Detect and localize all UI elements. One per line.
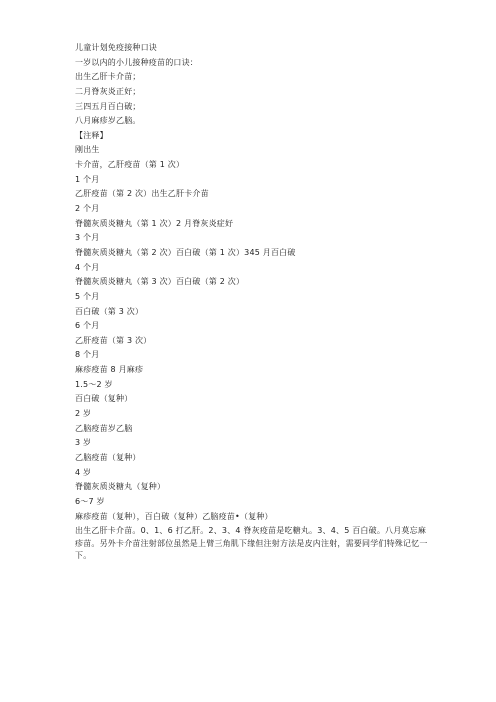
- text-line: 一岁以内的小儿接种疫苗的口诀：: [75, 57, 198, 67]
- text-line: 乙脑疫苗（复种）: [75, 452, 141, 462]
- text-line: 脊髓灰质炎糖丸（第 3 次）百白破（第 2 次）: [75, 277, 245, 287]
- text-line: 8 个月: [75, 350, 100, 360]
- text-line: 脊髓灰质炎糖丸（第 1 次）2 月脊灰炎症好: [75, 218, 234, 228]
- section-heading: 【注释】: [75, 130, 108, 140]
- text-line: 麻疹疫苗 8 月麻疹: [75, 365, 144, 375]
- closing-paragraph: 出生乙肝卡介苗。0、1、6 打乙肝。2、3、4 脊灰疫苗是吃糖丸。3、4、5 百白破。八月莫忘麻疹苗。另外卡介苗注射部位虽然是上臂三角肌下缘但注射方法是皮内注射，需要同学们特殊记忆一下。: [75, 526, 428, 561]
- text-line: 百白破（第 3 次）: [75, 306, 144, 316]
- text-line: 乙肝疫苗（第 2 次）出生乙肝卡介苗: [75, 189, 209, 199]
- text-line: 3 岁: [75, 438, 92, 448]
- text-line: 百白破（复种）: [75, 394, 133, 404]
- text-line: 2 岁: [75, 409, 92, 419]
- text-line: 6 个月: [75, 321, 100, 331]
- text-line: 二月脊灰炎正好；: [75, 86, 141, 96]
- text-line: 3 个月: [75, 233, 100, 243]
- text-line: 5 个月: [75, 291, 100, 301]
- text-line: 2 个月: [75, 204, 100, 214]
- text-line: 6～7 岁: [75, 496, 105, 506]
- text-line: 乙肝疫苗（第 3 次）: [75, 335, 152, 345]
- document-body: [75, 41, 435, 563]
- text-line: 刚出生: [75, 145, 100, 155]
- text-line: 三四五月百白破；: [75, 101, 141, 111]
- text-line: 麻疹疫苗（复种），百白破（复种）乙脑疫苗•（复种）: [75, 511, 273, 521]
- text-line: 乙脑疫苗岁乙脑: [75, 423, 133, 433]
- text-line: 脊髓灰质炎糖丸（复种）: [75, 482, 166, 492]
- text-line: 4 个月: [75, 262, 100, 272]
- text-line: 脊髓灰质炎糖丸（第 2 次）百白破（第 1 次）345 月百白破: [75, 247, 296, 257]
- text-line: 1.5～2 岁: [75, 379, 113, 389]
- text-line: 卡介苗，乙肝疫苗（第 1 次）: [75, 160, 185, 170]
- document-title: 儿童计划免疫接种口诀: [75, 43, 157, 52]
- text-line: 出生乙肝卡介苗；: [75, 72, 141, 82]
- text-line: 八月麻疹岁乙脑。: [75, 116, 141, 126]
- text-line: 1 个月: [75, 174, 100, 184]
- text-line: 4 岁: [75, 467, 92, 477]
